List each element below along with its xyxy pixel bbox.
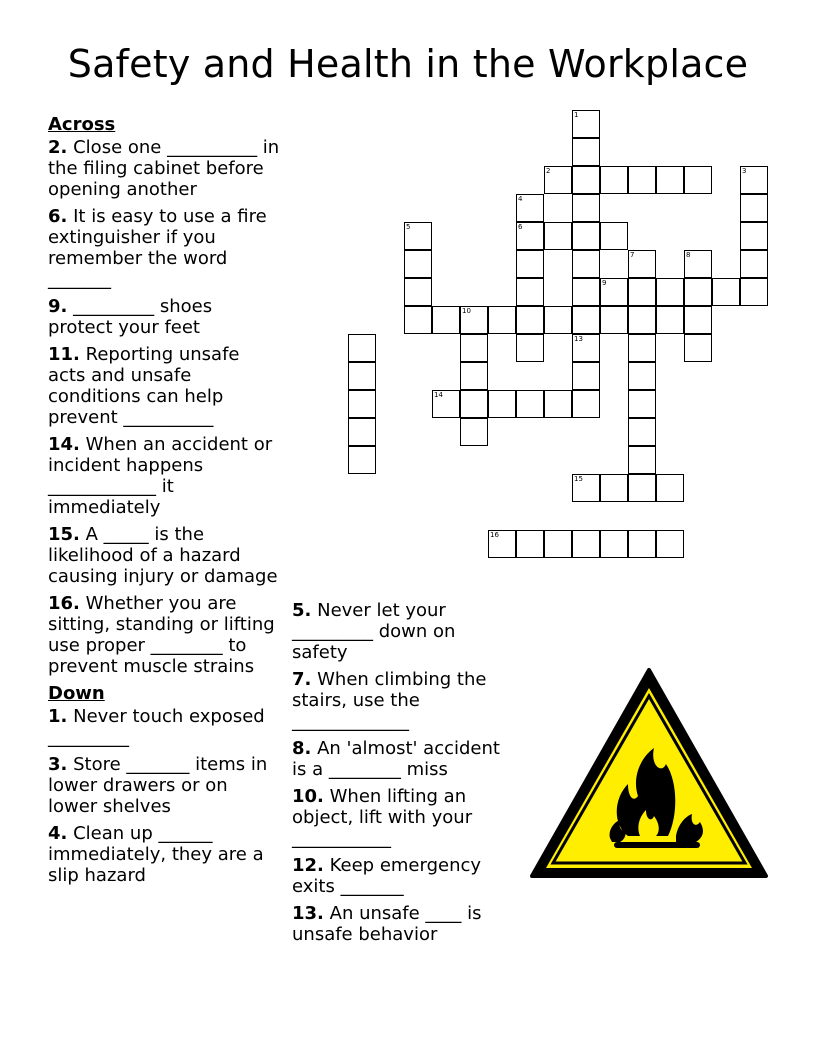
grid-cell[interactable] [656, 530, 684, 558]
clue-number: 10. [292, 786, 324, 807]
grid-cell[interactable] [460, 418, 488, 446]
grid-cell[interactable] [572, 250, 600, 278]
grid-cell[interactable] [572, 166, 600, 194]
grid-cell[interactable] [656, 474, 684, 502]
grid-cell[interactable] [572, 306, 600, 334]
across-clue-list [48, 137, 280, 677]
grid-cell[interactable] [572, 334, 600, 362]
clue-number: 7. [292, 669, 312, 690]
clue-text: Never touch exposed _________ [48, 706, 265, 748]
grid-cell[interactable] [572, 390, 600, 418]
grid-cell[interactable] [628, 278, 656, 306]
clue-text: When climbing the stairs, use the _____________ [292, 669, 487, 732]
clue-number: 11. [48, 344, 80, 365]
grid-cell[interactable] [404, 250, 432, 278]
grid-cell-number: 6 [518, 223, 523, 231]
clue-text: An 'almost' accident is a ________ miss [292, 738, 500, 780]
grid-cell[interactable] [572, 222, 600, 250]
grid-cell[interactable] [628, 390, 656, 418]
grid-cell[interactable] [600, 222, 628, 250]
grid-cell[interactable] [572, 474, 600, 502]
grid-cell-number: 3 [742, 167, 747, 175]
grid-cell[interactable] [684, 278, 712, 306]
clue-13 [292, 903, 508, 945]
grid-cell[interactable] [516, 194, 544, 222]
clue-text: Keep emergency exits _______ [292, 855, 482, 897]
grid-cell[interactable] [460, 390, 488, 418]
grid-cell[interactable] [348, 418, 376, 446]
grid-cell[interactable] [572, 138, 600, 166]
clue-text: When an accident or incident happens ____________ it immediately [48, 434, 273, 518]
grid-cell[interactable] [404, 306, 432, 334]
grid-cell[interactable] [516, 250, 544, 278]
grid-cell[interactable] [516, 278, 544, 306]
clue-text: When lifting an object, lift with your ___________ [292, 786, 473, 849]
clue-number: 1. [48, 706, 68, 727]
clue-number: 9. [48, 296, 68, 317]
grid-cell[interactable] [600, 474, 628, 502]
grid-cell[interactable] [572, 362, 600, 390]
clue-text: _________ shoes protect your feet [48, 296, 213, 338]
grid-cell[interactable] [628, 250, 656, 278]
down-clue-list-continued [292, 600, 508, 945]
clue-text: Store _______ items in lower drawers or on lower shelves [48, 754, 268, 817]
page-title: Safety and Health in the Workplace [67, 42, 749, 86]
clue-4 [48, 823, 280, 886]
grid-cell[interactable] [740, 194, 768, 222]
grid-cell[interactable] [628, 418, 656, 446]
across-heading: Across [48, 114, 116, 135]
grid-cell[interactable] [460, 362, 488, 390]
grid-cell[interactable] [600, 166, 628, 194]
clue-1 [48, 706, 280, 748]
grid-cell[interactable] [740, 278, 768, 306]
grid-cell-number: 16 [490, 531, 499, 539]
grid-cell[interactable] [488, 390, 516, 418]
flammable-warning-icon [528, 666, 770, 880]
grid-cell[interactable] [516, 334, 544, 362]
down-clue-list [48, 706, 280, 886]
clue-16 [48, 593, 280, 677]
clue-text: An unsafe ____ is unsafe behavior [292, 903, 482, 945]
clue-text: Close one __________ in the filing cabinet before opening another [48, 137, 280, 200]
clue-number: 2. [48, 137, 68, 158]
grid-cell[interactable] [572, 530, 600, 558]
grid-cell-number: 4 [518, 195, 523, 203]
grid-cell-number: 1 [574, 111, 579, 119]
clue-number: 4. [48, 823, 68, 844]
grid-cell[interactable] [544, 222, 572, 250]
grid-cell[interactable] [600, 278, 628, 306]
clue-11 [48, 344, 280, 428]
grid-cell[interactable] [740, 166, 768, 194]
clue-text: Clean up ______ immediately, they are a slip hazard [48, 823, 264, 886]
grid-cell[interactable] [544, 166, 572, 194]
grid-cell[interactable] [404, 222, 432, 250]
grid-cell[interactable] [432, 306, 460, 334]
grid-cell[interactable] [460, 334, 488, 362]
grid-cell-number: 9 [602, 279, 607, 287]
clue-text: Whether you are sitting, standing or lifting use proper ________ to prevent muscle strains [48, 593, 275, 677]
grid-cell[interactable] [628, 530, 656, 558]
grid-cell-number: 5 [406, 223, 411, 231]
grid-cell[interactable] [348, 334, 376, 362]
clues-column-left [48, 114, 280, 892]
grid-cell[interactable] [740, 222, 768, 250]
grid-cell[interactable] [516, 530, 544, 558]
grid-cell[interactable] [684, 306, 712, 334]
grid-cell[interactable] [628, 166, 656, 194]
grid-cell[interactable] [712, 278, 740, 306]
down-heading: Down [48, 683, 105, 704]
clue-12 [292, 855, 508, 897]
clue-7 [292, 669, 508, 732]
clue-number: 14. [48, 434, 80, 455]
clue-6 [48, 206, 280, 290]
grid-cell[interactable] [348, 390, 376, 418]
clue-10 [292, 786, 508, 849]
grid-cell[interactable] [544, 530, 572, 558]
grid-cell[interactable] [600, 530, 628, 558]
clue-text: Never let your _________ down on safety [292, 600, 456, 663]
grid-cell-number: 10 [462, 307, 471, 315]
grid-cell[interactable] [348, 446, 376, 474]
grid-cell[interactable] [600, 306, 628, 334]
grid-cell[interactable] [516, 390, 544, 418]
clue-5 [292, 600, 508, 663]
clue-text: A _____ is the likelihood of a hazard causing injury or damage [48, 524, 278, 587]
grid-cell[interactable] [572, 110, 600, 138]
grid-cell[interactable] [628, 474, 656, 502]
grid-cell[interactable] [628, 446, 656, 474]
clue-number: 8. [292, 738, 312, 759]
grid-cell[interactable] [684, 166, 712, 194]
clues-column-right [292, 600, 508, 951]
clue-3 [48, 754, 280, 817]
grid-cell-number: 13 [574, 335, 583, 343]
grid-cell[interactable] [656, 278, 684, 306]
grid-cell[interactable] [656, 166, 684, 194]
clue-8 [292, 738, 508, 780]
grid-cell[interactable] [684, 334, 712, 362]
grid-cell[interactable] [544, 306, 572, 334]
grid-cell[interactable] [572, 278, 600, 306]
clue-15 [48, 524, 280, 587]
clue-number: 12. [292, 855, 324, 876]
clue-number: 16. [48, 593, 80, 614]
clue-number: 5. [292, 600, 312, 621]
clue-number: 6. [48, 206, 68, 227]
grid-cell-number: 14 [434, 391, 443, 399]
grid-cell[interactable] [572, 194, 600, 222]
grid-cell[interactable] [488, 530, 516, 558]
clue-number: 13. [292, 903, 324, 924]
grid-cell[interactable] [348, 362, 376, 390]
clue-9 [48, 296, 280, 338]
grid-cell[interactable] [404, 278, 432, 306]
grid-cell[interactable] [628, 306, 656, 334]
grid-cell-number: 8 [686, 251, 691, 259]
grid-cell[interactable] [656, 306, 684, 334]
grid-cell[interactable] [488, 306, 516, 334]
grid-cell[interactable] [516, 306, 544, 334]
grid-cell[interactable] [684, 250, 712, 278]
grid-cell[interactable] [432, 390, 460, 418]
grid-cell-number: 7 [630, 251, 635, 259]
grid-cell[interactable] [628, 362, 656, 390]
clue-text: It is easy to use a fire extinguisher if you remember the word _______ [48, 206, 267, 290]
clue-14 [48, 434, 280, 518]
clue-2 [48, 137, 280, 200]
grid-cell[interactable] [544, 390, 572, 418]
grid-cell[interactable] [516, 222, 544, 250]
grid-cell-number: 15 [574, 475, 583, 483]
grid-cell-number: 2 [546, 167, 551, 175]
grid-cell[interactable] [628, 334, 656, 362]
clue-number: 3. [48, 754, 68, 775]
clue-number: 15. [48, 524, 80, 545]
grid-cell[interactable] [460, 306, 488, 334]
clue-text: Reporting unsafe acts and unsafe conditions can help prevent __________ [48, 344, 240, 428]
grid-cell[interactable] [740, 250, 768, 278]
